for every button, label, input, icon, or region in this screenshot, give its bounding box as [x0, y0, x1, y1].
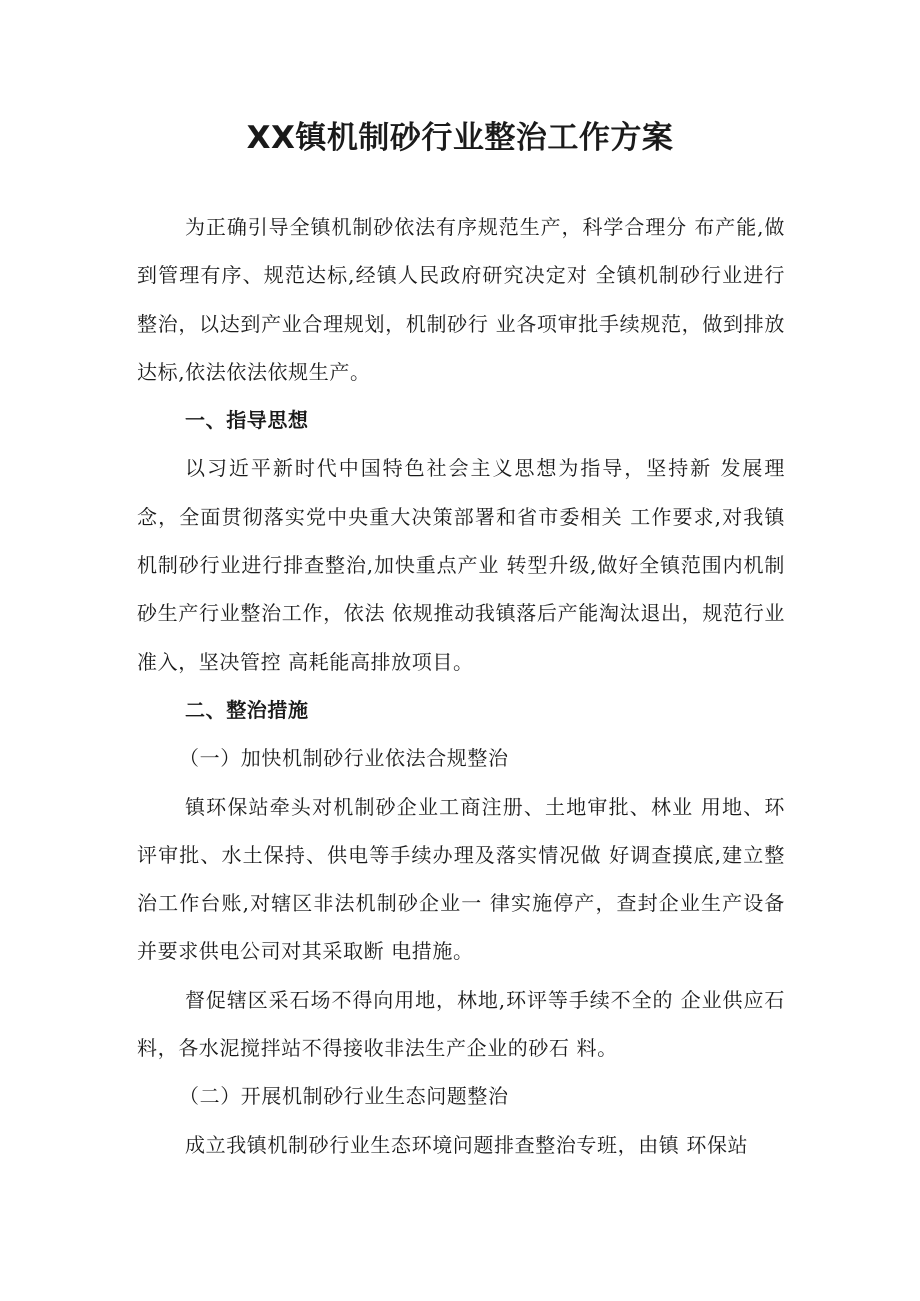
- subsection-heading-legal-compliance: （一）加快机制砂行业依法合规整治: [179, 746, 509, 771]
- document-body: [137, 203, 785, 1169]
- document-title: XX镇机制砂行业整治工作方案: [246, 120, 674, 156]
- guiding-ideology-paragraph: 以习近平新时代中国特色社会主义思想为指导，坚持新 发展理念，全面贯彻落实党中央重大决策部署和省市委相关 工作要求,对我镇机制砂行业进行排查整治,加快重点产业 转型升级,做好全镇范围内机制砂生产行业整治工作，依法 依规推动我镇落后产能淘汰退出，规范行业准入，坚决管控 高耗能高排放项目。: [137, 456, 785, 674]
- legal-compliance-paragraph-1: 镇环保站牵头对机制砂企业工商注册、土地审批、林业 用地、环评审批、水土保持、供电等手续办理及落实情况做 好调查摸底,建立整治工作台账,对辖区非法机制砂企业一 律实施停产，查封企业生产设备并要求供电公司对其采取断 电措施。: [137, 794, 785, 964]
- section-heading-guiding-ideology: 一、指导思想: [185, 408, 309, 433]
- legal-compliance-paragraph-2: 督促辖区采石场不得向用地，林地,环评等手续不全的 企业供应石料，各水泥搅拌站不得接收非法生产企业的砂石 料。: [137, 987, 785, 1061]
- ecological-issues-paragraph: 成立我镇机制砂行业生态环境问题排查整治专班，由镇 环保站: [185, 1132, 749, 1157]
- intro-paragraph: 为正确引导全镇机制砂依法有序规范生产，科学合理分 布产能,做到管理有序、规范达标,经镇人民政府研究决定对 全镇机制砂行业进行整治，以达到产业合理规划，机制砂行 业各项审批手续规范，做到排放达标,依法依法依规生产。: [137, 215, 785, 384]
- section-heading-remediation-measures: 二、整治措施: [185, 697, 309, 722]
- subsection-heading-ecological-issues: （二）开展机制砂行业生态问题整治: [179, 1084, 509, 1109]
